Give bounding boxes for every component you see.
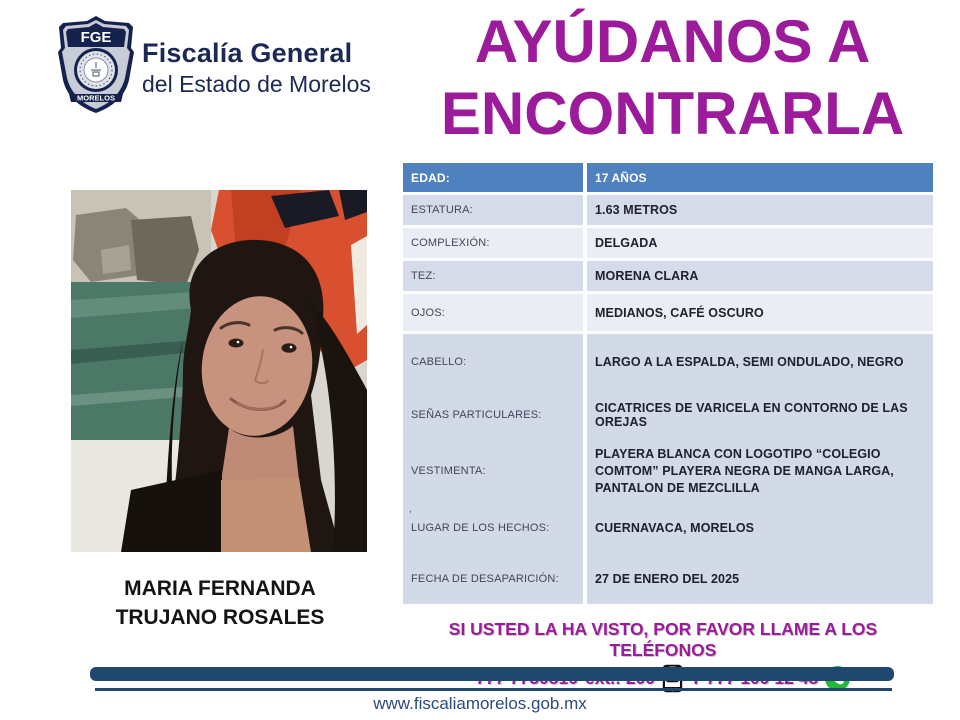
org-name (142, 38, 371, 98)
logo-fge-text: FGE (80, 29, 112, 46)
row-label-wrap (403, 502, 583, 554)
row-label: VESTIMENTA: (403, 440, 583, 502)
row-value: LARGO A LA ESPALDA, SEMI ONDULADO, NEGRO (587, 334, 933, 390)
row-label: FECHA DE DESAPARICIÓN: (403, 554, 583, 604)
row-label: ESTATURA: (403, 195, 583, 225)
row-value: CICATRICES DE VARICELA EN CONTORNO DE LAS OREJAS (587, 390, 933, 440)
org-name-line2: del Estado de Morelos (142, 71, 371, 97)
logo-morelos-text: MORELOS (77, 93, 115, 103)
table-row-cabello (403, 334, 933, 390)
table-row-complexion (403, 228, 933, 258)
row-label: EDAD: (403, 163, 583, 192)
table-row-tez (403, 261, 933, 291)
row-label: CABELLO: (403, 334, 583, 390)
person-name-line1: MARIA FERNANDA (124, 577, 316, 600)
footer-bar-thick (90, 667, 894, 681)
row-label: SEÑAS PARTICULARES: (403, 390, 583, 440)
row-value: CUERNAVACA, MORELOS (587, 502, 933, 554)
table-row-lugar (403, 502, 933, 554)
person-name-line2: TRUJANO ROSALES (115, 606, 325, 629)
row-value: MORENA CLARA (587, 261, 933, 291)
table-row-edad (403, 163, 933, 192)
poster-title-line1: AYÚDANOS A (474, 8, 871, 75)
table-row-vestimenta (403, 440, 933, 502)
contact-line1: SI USTED LA HA VISTO, POR FAVOR LLAME A LOS TELÉFONOS (448, 619, 878, 660)
poster-title-line2: ENCONTRARLA (440, 80, 905, 147)
org-name-line1: Fiscalía General (142, 38, 353, 68)
row-label: TEZ: (403, 261, 583, 291)
poster-title (395, 6, 950, 150)
footer-bar-thin (95, 688, 892, 691)
contact-message (393, 619, 933, 693)
missing-person-photo (71, 190, 367, 552)
person-name (40, 574, 400, 632)
row-label: LUGAR DE LOS HECHOS: (411, 522, 550, 534)
row-value: PLAYERA BLANCA CON LOGOTIPO “COLEGIO COMTOM” PLAYERA NEGRA DE MANGA LARGA, PANTALON DE MEZCLILLA (587, 440, 933, 502)
table-row-ojos (403, 294, 933, 331)
row-label: COMPLEXIÓN: (403, 228, 583, 258)
table-row-estatura (403, 195, 933, 225)
table-row-fecha (403, 554, 933, 604)
row-value: 1.63 METROS (587, 195, 933, 225)
website-link[interactable]: www.fiscaliamorelos.gob.mx (373, 694, 587, 713)
table-row-senas (403, 390, 933, 440)
row-value: MEDIANOS, CAFÉ OSCURO (587, 294, 933, 331)
table-bigrow (403, 334, 933, 604)
row-value: DELGADA (587, 228, 933, 258)
details-table (403, 163, 933, 604)
stray-mark: , (409, 504, 412, 515)
row-value: 27 DE ENERO DEL 2025 (587, 554, 933, 604)
row-value: 17 AÑOS (587, 163, 933, 192)
row-label: OJOS: (403, 294, 583, 331)
fge-logo (55, 14, 137, 114)
